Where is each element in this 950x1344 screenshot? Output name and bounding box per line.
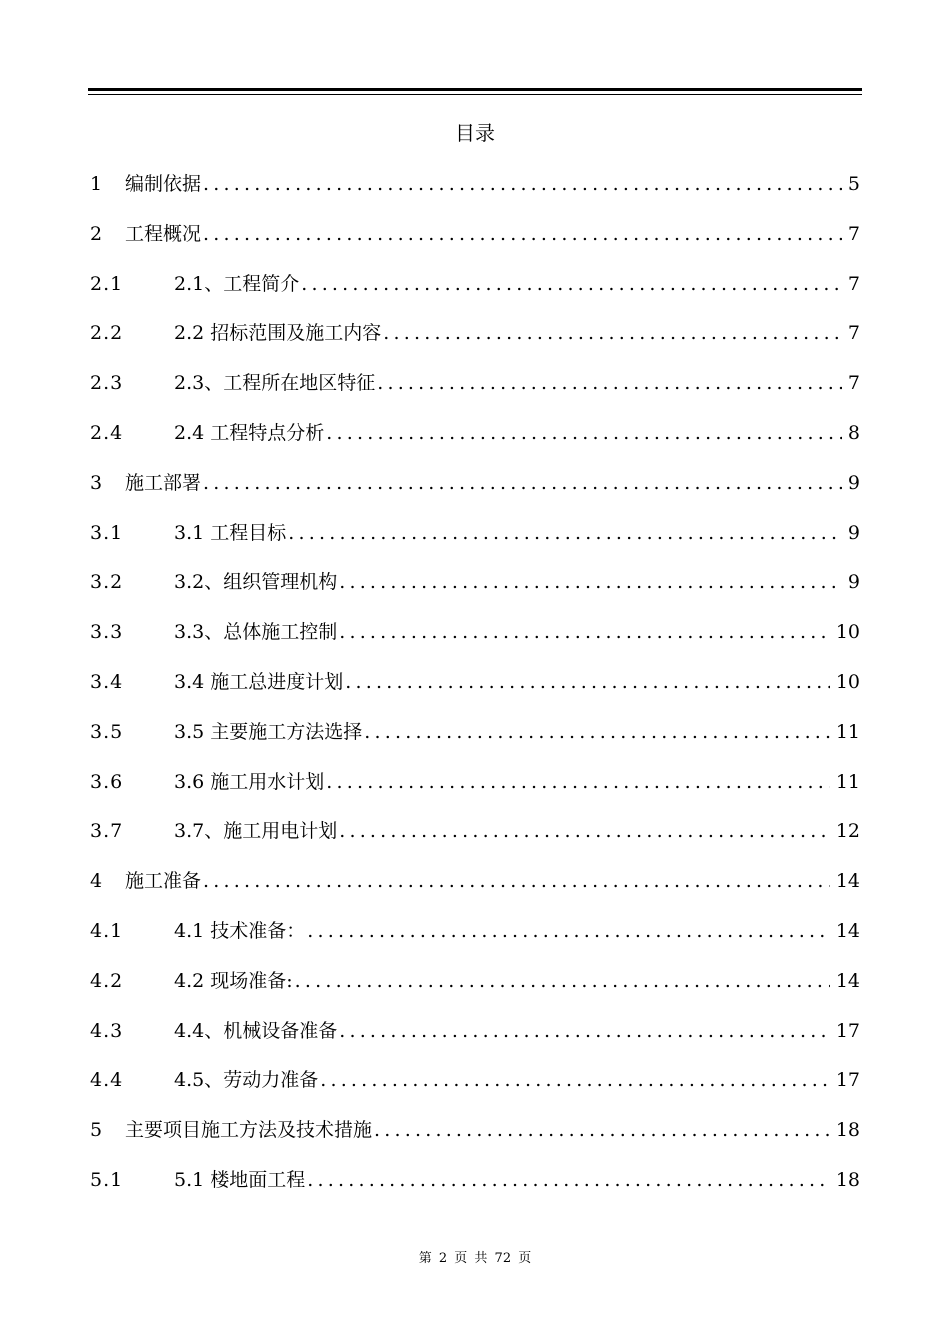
toc-entry-page-number: 7: [847, 372, 860, 395]
toc-entry-title: 3.5 主要施工方法选择: [174, 720, 363, 743]
toc-entry[interactable]: [90, 218, 860, 268]
toc-entry[interactable]: [90, 666, 860, 716]
toc-entry-page-number: 14: [835, 870, 860, 893]
toc-entry-title: 3.3、总体施工控制: [174, 621, 338, 644]
toc-entry-title: 3.7、施工用电计划: [174, 820, 338, 843]
toc-entry-page-number: 5: [847, 173, 860, 195]
toc-dot-leader: [288, 517, 842, 549]
toc-entry[interactable]: [90, 1064, 860, 1114]
header-rule-thin: [88, 94, 862, 95]
toc-entry-title: 施工准备: [125, 870, 202, 893]
toc-entry-number: 2.3: [90, 372, 124, 395]
toc-dot-leader: [326, 766, 830, 798]
toc-entry-title: 3.6 施工用水计划: [174, 770, 325, 793]
toc-dot-leader: [203, 218, 842, 250]
toc-entry[interactable]: [90, 965, 860, 1015]
toc-entry[interactable]: [90, 766, 860, 816]
toc-entry-page-number: 17: [835, 1019, 860, 1042]
toc-entry-title: 5.1 楼地面工程: [174, 1168, 306, 1191]
toc-entry[interactable]: [90, 1114, 860, 1164]
toc-entry-number: 3.1: [90, 521, 124, 544]
toc-dot-leader: [307, 915, 830, 947]
toc-entry[interactable]: [90, 367, 860, 417]
toc-entry-title: 2.1、工程简介: [174, 272, 300, 295]
toc-entry-number: 5.1: [90, 1168, 124, 1191]
toc-entry[interactable]: [90, 1164, 860, 1214]
toc-entry-page-number: 14: [835, 919, 860, 942]
toc-dot-leader: [203, 467, 842, 499]
toc-entry[interactable]: [90, 168, 860, 218]
toc-entry-number: 1: [90, 173, 104, 195]
toc-dot-leader: [339, 815, 830, 847]
toc-dot-leader: [301, 268, 842, 300]
toc-entry-title: 2.2 招标范围及施工内容: [174, 322, 382, 345]
toc-entry-number: 4.2: [90, 969, 124, 992]
toc-entry-page-number: 7: [847, 272, 860, 295]
toc-entry-page-number: 9: [847, 471, 860, 494]
toc-dot-leader: [339, 1015, 830, 1047]
toc-entry-page-number: 7: [847, 222, 860, 245]
toc-entry-title: 主要项目施工方法及技术措施: [125, 1119, 373, 1142]
page-footer: 第 2 页 共 72 页: [418, 1251, 532, 1266]
toc-dot-leader: [383, 317, 842, 349]
toc-dot-leader: [345, 666, 830, 698]
toc-entry-number: 3.3: [90, 621, 124, 644]
toc-entry-number: 3: [90, 471, 104, 494]
toc-entry[interactable]: [90, 865, 860, 915]
toc-entry-page-number: 14: [835, 969, 860, 992]
toc-entry-number: 3.6: [90, 770, 124, 793]
toc-entry-number: 2.2: [90, 322, 124, 345]
toc-entry-number: 2.1: [90, 272, 124, 295]
toc-list: [90, 168, 860, 1214]
toc-entry-title: 编制依据: [125, 173, 202, 195]
toc-entry-title: 2.3、工程所在地区特征: [174, 372, 376, 395]
toc-entry-page-number: 12: [835, 820, 860, 843]
toc-entry-title: 4.5、劳动力准备: [174, 1069, 319, 1092]
toc-entry-title: 3.2、组织管理机构: [174, 571, 338, 594]
toc-entry[interactable]: [90, 317, 860, 367]
toc-entry-number: 4: [90, 870, 104, 893]
toc-entry-number: 3.5: [90, 720, 124, 743]
toc-entry-number: 3.2: [90, 571, 124, 594]
toc-entry[interactable]: [90, 815, 860, 865]
toc-entry-number: 4.4: [90, 1069, 124, 1092]
toc-entry-number: 2.4: [90, 421, 124, 444]
toc-dot-leader: [364, 716, 830, 748]
toc-entry-title: 3.1 工程目标: [174, 521, 287, 544]
toc-dot-leader: [203, 168, 842, 200]
toc-dot-leader: [320, 1064, 830, 1096]
toc-title: 目录: [455, 121, 495, 145]
toc-entry-number: 3.7: [90, 820, 124, 843]
toc-entry-number: 4.1: [90, 919, 124, 942]
toc-entry-title: 施工部署: [125, 471, 202, 494]
toc-entry-title: 4.1 技术准备：: [174, 919, 306, 942]
toc-dot-leader: [203, 865, 830, 897]
toc-entry-number: 4.3: [90, 1019, 124, 1042]
toc-entry[interactable]: [90, 716, 860, 766]
toc-entry-page-number: 10: [835, 621, 860, 644]
toc-entry[interactable]: [90, 566, 860, 616]
toc-dot-leader: [295, 965, 830, 997]
toc-entry-number: 2: [90, 222, 104, 245]
toc-dot-leader: [307, 1164, 830, 1196]
toc-entry[interactable]: [90, 915, 860, 965]
toc-entry[interactable]: [90, 268, 860, 318]
header-rule-thick: [88, 88, 862, 91]
toc-entry[interactable]: [90, 417, 860, 467]
toc-entry-page-number: 18: [835, 1168, 860, 1191]
toc-entry-page-number: 8: [847, 421, 860, 444]
toc-entry-page-number: 11: [835, 770, 860, 793]
toc-entry-number: 3.4: [90, 670, 124, 693]
toc-entry-page-number: 10: [835, 670, 860, 693]
toc-entry-page-number: 11: [835, 720, 860, 743]
toc-entry-page-number: 17: [835, 1069, 860, 1092]
toc-dot-leader: [326, 417, 842, 449]
toc-entry[interactable]: [90, 1015, 860, 1065]
toc-dot-leader: [377, 367, 842, 399]
toc-dot-leader: [339, 566, 842, 598]
toc-entry-page-number: 9: [847, 521, 860, 544]
toc-entry[interactable]: [90, 467, 860, 517]
toc-entry[interactable]: [90, 517, 860, 567]
toc-entry-title: 2.4 工程特点分析: [174, 421, 325, 444]
toc-dot-leader: [374, 1114, 830, 1146]
toc-entry-number: 5: [90, 1119, 104, 1142]
toc-entry-page-number: 18: [835, 1119, 860, 1142]
toc-entry-title: 3.4 施工总进度计划: [174, 670, 344, 693]
toc-entry-page-number: 7: [847, 322, 860, 345]
toc-dot-leader: [339, 616, 830, 648]
toc-entry-page-number: 9: [847, 571, 860, 594]
toc-entry-title: 工程概况: [125, 222, 202, 245]
toc-entry[interactable]: [90, 616, 860, 666]
toc-entry-title: 4.4、机械设备准备: [174, 1019, 338, 1042]
toc-entry-title: 4.2 现场准备:: [174, 969, 293, 992]
